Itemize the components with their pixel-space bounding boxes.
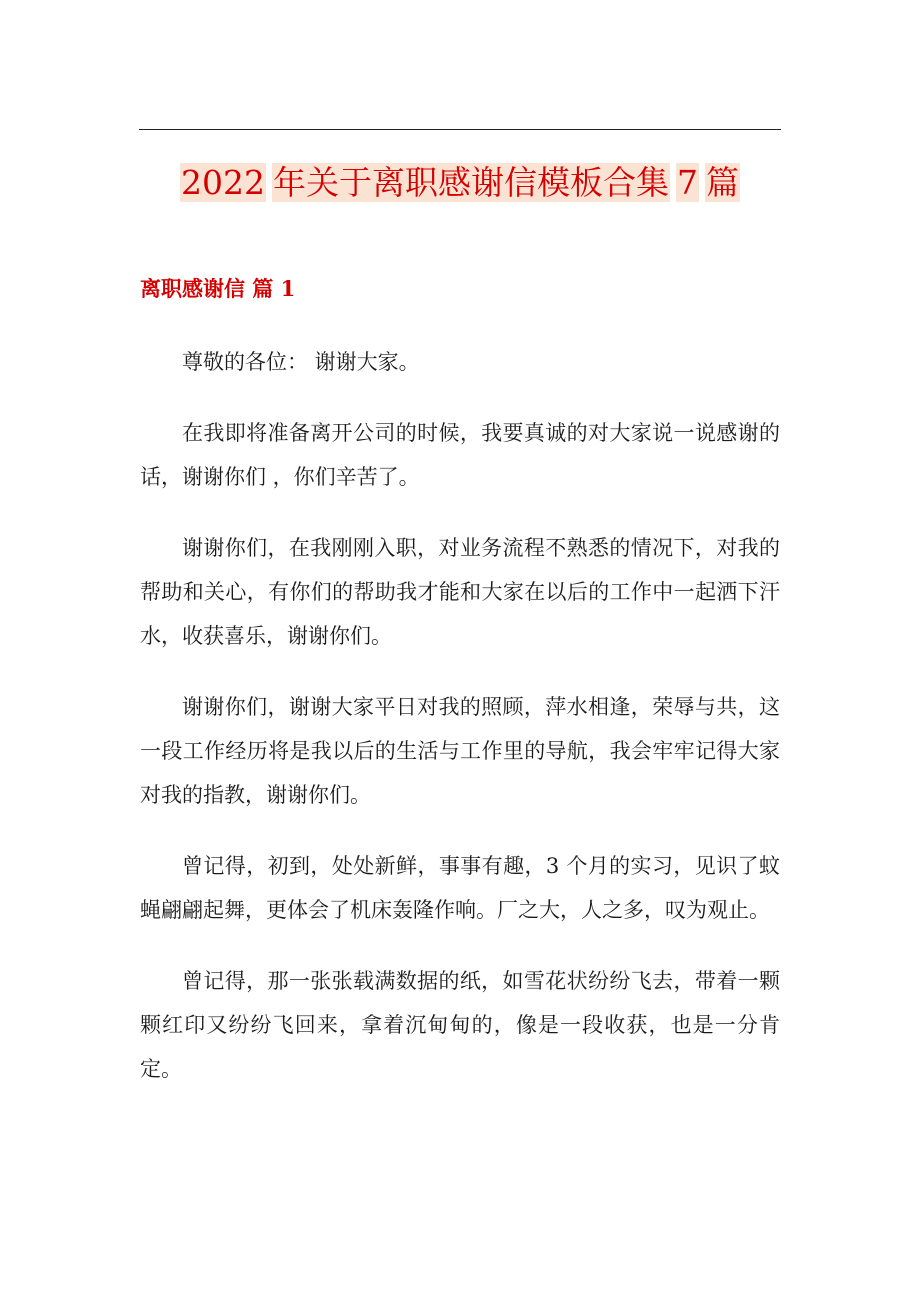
- letter-body: [140, 340, 780, 1118]
- title-count: 7: [676, 163, 698, 202]
- paragraph: 在我即将准备离开公司的时候，我要真诚的对大家说一说感谢的话，谢谢你们 ，你们辛苦了。: [140, 421, 780, 489]
- paragraph: 曾记得，初到，处处新鲜，事事有趣，3 个月的实习，见识了蚊蝇翩翩起舞，更体会了机床轰隆作响。厂之大，人之多，叹为观止。: [140, 854, 780, 922]
- top-divider: [139, 129, 781, 130]
- title-suffix: 篇: [705, 163, 739, 202]
- paragraph: 谢谢你们，谢谢大家平日对我的照顾，萍水相逢，荣辱与共，这一段工作经历将是我以后的生活与工作里的导航，我会牢牢记得大家对我的指教，谢谢你们。: [140, 695, 780, 807]
- section-heading: 离职感谢信 篇 1: [140, 276, 296, 301]
- title-main: 年关于离职感谢信模板合集: [272, 163, 669, 202]
- paragraph: 曾记得，那一张张载满数据的纸，如雪花状纷纷飞去，带着一颗颗红印又纷纷飞回来，拿着沉甸甸的，像是一段收获，也是一分肯定。: [140, 969, 780, 1081]
- paragraph: 谢谢你们，在我刚刚入职，对业务流程不熟悉的情况下，对我的帮助和关心，有你们的帮助我才能和大家在以后的工作中一起洒下汗水，收获喜乐，谢谢你们。: [140, 536, 780, 648]
- title-year: 2022: [181, 163, 265, 202]
- page-title: [0, 158, 920, 208]
- paragraph-greeting: 尊敬的各位： 谢谢大家。: [182, 350, 420, 374]
